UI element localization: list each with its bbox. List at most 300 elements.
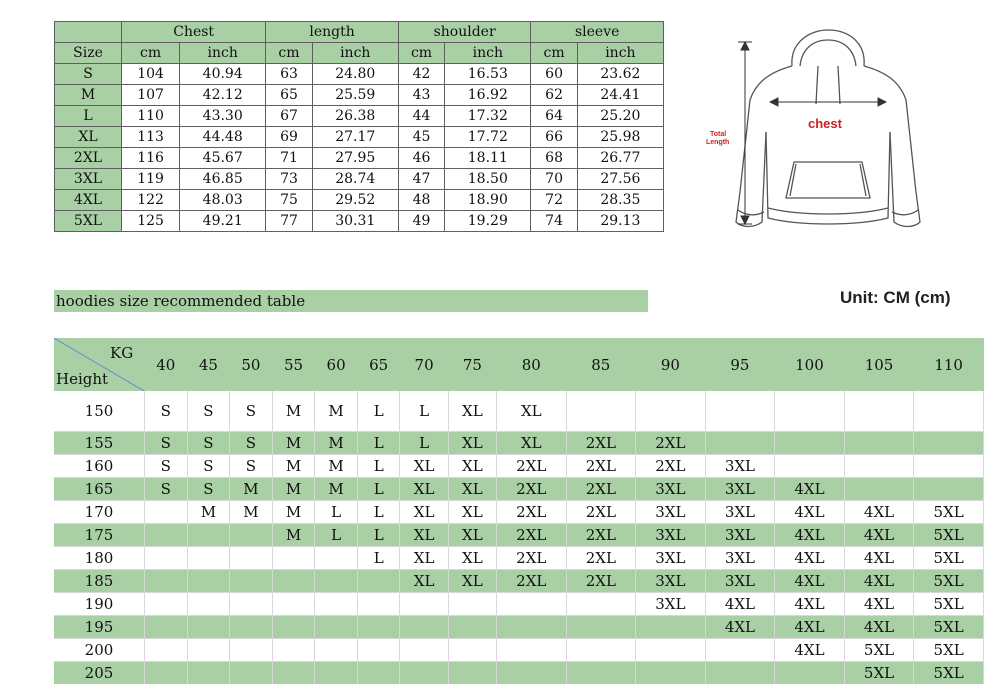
total-length-label-line1: Total — [710, 131, 727, 138]
unit-header: inch — [445, 43, 531, 64]
recommend-row — [54, 432, 984, 455]
recommended-size-cell: 3XL — [636, 570, 706, 593]
measurement-cell: 125 — [122, 211, 180, 232]
total-length-label-line2: Length — [706, 139, 730, 146]
recommended-size-cell — [566, 662, 636, 685]
recommended-size-cell: 3XL — [705, 524, 775, 547]
recommended-size-cell — [357, 639, 400, 662]
recommended-size-cell: M — [230, 478, 273, 501]
recommended-size-cell — [315, 593, 358, 616]
measurement-cell: 25.20 — [577, 106, 663, 127]
measurement-cell: 66 — [531, 127, 577, 148]
recommended-size-cell — [775, 432, 845, 455]
recommended-size-cell — [315, 547, 358, 570]
recommended-size-cell — [145, 501, 188, 524]
recommended-size-cell: 4XL — [775, 501, 845, 524]
sleeve-header: sleeve — [531, 22, 664, 43]
recommended-size-cell: M — [272, 432, 315, 455]
recommended-size-cell — [272, 616, 315, 639]
unit-header: inch — [577, 43, 663, 64]
measurement-cell: 27.17 — [312, 127, 398, 148]
size-chart-row — [55, 190, 664, 211]
height-cell: 165 — [54, 478, 145, 501]
recommended-size-cell: S — [187, 391, 230, 432]
recommended-size-cell: L — [357, 524, 400, 547]
recommended-size-cell — [636, 391, 706, 432]
recommended-size-cell — [448, 616, 496, 639]
weight-header-cell: 55 — [272, 338, 315, 391]
height-cell: 160 — [54, 455, 145, 478]
recommended-size-cell — [272, 662, 315, 685]
recommended-size-cell — [230, 547, 273, 570]
recommended-size-cell: L — [357, 455, 400, 478]
weight-header-cell: 40 — [145, 338, 188, 391]
measurement-cell: 110 — [122, 106, 180, 127]
measurement-cell: 45.67 — [180, 148, 266, 169]
height-cell: 170 — [54, 501, 145, 524]
recommended-size-cell: 4XL — [844, 570, 914, 593]
recommended-size-cell: 2XL — [566, 501, 636, 524]
recommended-size-cell: L — [357, 432, 400, 455]
recommended-size-cell — [497, 616, 567, 639]
recommend-row — [54, 570, 984, 593]
recommended-size-cell: XL — [400, 547, 448, 570]
recommended-size-cell: L — [357, 501, 400, 524]
weight-header-row — [54, 338, 984, 391]
recommended-size-cell — [272, 570, 315, 593]
recommended-size-cell: 3XL — [636, 478, 706, 501]
recommended-size-cell — [315, 662, 358, 685]
weight-header-cell: 65 — [357, 338, 400, 391]
recommended-size-cell: 2XL — [497, 501, 567, 524]
recommended-size-cell: M — [230, 501, 273, 524]
measurement-cell: 60 — [531, 64, 577, 85]
recommend-row — [54, 524, 984, 547]
size-chart-row — [55, 85, 664, 106]
height-cell: 185 — [54, 570, 145, 593]
recommended-size-cell: XL — [400, 570, 448, 593]
unit-label: Unit: CM (cm) — [840, 288, 951, 307]
recommended-size-cell: S — [187, 432, 230, 455]
recommended-size-cell — [448, 639, 496, 662]
recommended-size-cell: 2XL — [497, 570, 567, 593]
recommend-row — [54, 639, 984, 662]
size-label-cell: 4XL — [55, 190, 122, 211]
recommended-size-cell: S — [187, 455, 230, 478]
recommended-size-cell — [914, 391, 984, 432]
recommended-size-cell: 2XL — [566, 432, 636, 455]
measurement-cell: 24.41 — [577, 85, 663, 106]
recommended-size-cell — [145, 616, 188, 639]
recommend-size-table — [54, 338, 984, 684]
height-label: Height — [56, 370, 109, 388]
recommended-size-cell: 2XL — [566, 547, 636, 570]
measurement-cell: 29.52 — [312, 190, 398, 211]
recommended-size-cell — [844, 478, 914, 501]
recommended-size-cell: 2XL — [566, 455, 636, 478]
measurement-cell: 24.80 — [312, 64, 398, 85]
recommended-size-cell — [448, 662, 496, 685]
unit-header: cm — [398, 43, 444, 64]
recommended-size-cell: S — [145, 455, 188, 478]
recommended-size-cell — [636, 616, 706, 639]
recommended-size-cell — [272, 593, 315, 616]
recommended-size-cell: S — [145, 391, 188, 432]
weight-header-cell: 110 — [914, 338, 984, 391]
measurement-cell: 104 — [122, 64, 180, 85]
measurement-cell: 28.74 — [312, 169, 398, 190]
height-cell: 205 — [54, 662, 145, 685]
recommended-size-cell — [400, 593, 448, 616]
recommended-size-cell — [497, 639, 567, 662]
recommended-size-cell: 4XL — [844, 593, 914, 616]
measurement-cell: 42.12 — [180, 85, 266, 106]
recommended-size-cell — [497, 593, 567, 616]
recommended-size-cell: 5XL — [844, 662, 914, 685]
recommended-size-cell — [775, 455, 845, 478]
recommended-size-cell: 3XL — [705, 455, 775, 478]
measurement-cell: 48.03 — [180, 190, 266, 211]
recommended-size-cell: XL — [400, 524, 448, 547]
recommended-size-cell: M — [187, 501, 230, 524]
recommended-size-cell: 2XL — [566, 524, 636, 547]
recommended-size-cell — [844, 432, 914, 455]
recommended-size-cell: 4XL — [775, 547, 845, 570]
recommended-size-cell — [187, 524, 230, 547]
recommended-size-cell: XL — [448, 570, 496, 593]
recommend-row — [54, 501, 984, 524]
recommended-size-cell — [914, 432, 984, 455]
measurement-cell: 26.77 — [577, 148, 663, 169]
measurement-cell: 119 — [122, 169, 180, 190]
size-label-cell: S — [55, 64, 122, 85]
weight-header-cell: 45 — [187, 338, 230, 391]
recommended-size-cell — [230, 616, 273, 639]
recommended-size-cell — [400, 639, 448, 662]
recommended-size-cell — [230, 570, 273, 593]
measurement-cell: 40.94 — [180, 64, 266, 85]
measurement-cell: 44.48 — [180, 127, 266, 148]
recommended-size-cell: 5XL — [914, 639, 984, 662]
measurement-cell: 17.32 — [445, 106, 531, 127]
recommended-size-cell — [566, 616, 636, 639]
recommended-size-cell: XL — [448, 478, 496, 501]
recommended-size-cell: 2XL — [497, 478, 567, 501]
recommended-size-cell: 2XL — [497, 524, 567, 547]
recommended-size-cell: 4XL — [705, 593, 775, 616]
recommend-row — [54, 616, 984, 639]
recommended-size-cell: 4XL — [775, 524, 845, 547]
measurement-cell: 71 — [266, 148, 312, 169]
recommended-size-cell — [187, 639, 230, 662]
recommended-size-cell — [775, 391, 845, 432]
recommended-size-cell: XL — [448, 547, 496, 570]
recommended-size-cell — [187, 593, 230, 616]
recommended-size-cell: M — [272, 501, 315, 524]
unit-header: cm — [122, 43, 180, 64]
recommended-size-cell — [566, 593, 636, 616]
weight-header-cell: 100 — [775, 338, 845, 391]
recommended-size-cell — [914, 455, 984, 478]
recommended-size-cell: 2XL — [497, 455, 567, 478]
weight-header-cell: 105 — [844, 338, 914, 391]
recommend-row — [54, 455, 984, 478]
recommended-size-cell: 5XL — [914, 662, 984, 685]
shoulder-header: shoulder — [398, 22, 531, 43]
measurement-cell: 27.56 — [577, 169, 663, 190]
size-label-cell: M — [55, 85, 122, 106]
recommended-size-cell — [230, 524, 273, 547]
size-chart-row — [55, 127, 664, 148]
unit-header: cm — [266, 43, 312, 64]
measurement-cell: 64 — [531, 106, 577, 127]
recommended-size-cell — [145, 593, 188, 616]
recommended-size-cell: 4XL — [775, 593, 845, 616]
measurement-cell: 68 — [531, 148, 577, 169]
recommended-size-cell: 5XL — [844, 639, 914, 662]
height-cell: 190 — [54, 593, 145, 616]
measurement-cell: 48 — [398, 190, 444, 211]
measurement-cell: 25.59 — [312, 85, 398, 106]
recommended-size-cell: S — [187, 478, 230, 501]
measurement-cell: 113 — [122, 127, 180, 148]
size-label-cell: XL — [55, 127, 122, 148]
recommended-size-cell: 2XL — [636, 432, 706, 455]
recommended-size-cell: S — [145, 478, 188, 501]
recommended-size-cell: XL — [448, 432, 496, 455]
recommended-size-cell: XL — [400, 501, 448, 524]
recommended-size-cell: XL — [448, 455, 496, 478]
measurement-cell: 16.92 — [445, 85, 531, 106]
recommended-size-cell: M — [272, 524, 315, 547]
unit-header: cm — [531, 43, 577, 64]
recommended-size-cell: M — [272, 478, 315, 501]
recommended-size-cell — [400, 662, 448, 685]
recommended-size-cell: L — [315, 524, 358, 547]
weight-header-cell: 60 — [315, 338, 358, 391]
recommended-size-cell: 4XL — [775, 616, 845, 639]
measurement-cell: 75 — [266, 190, 312, 211]
recommended-size-cell — [566, 639, 636, 662]
recommended-size-cell — [400, 616, 448, 639]
size-label-cell: L — [55, 106, 122, 127]
recommended-size-cell: M — [315, 391, 358, 432]
recommended-size-cell — [705, 639, 775, 662]
recommended-size-cell — [230, 593, 273, 616]
measurement-cell: 116 — [122, 148, 180, 169]
recommended-size-cell: M — [272, 455, 315, 478]
size-chart-unit-header-row — [55, 43, 664, 64]
size-label-cell: 2XL — [55, 148, 122, 169]
measurement-cell: 49.21 — [180, 211, 266, 232]
recommended-size-cell: 3XL — [636, 593, 706, 616]
recommended-size-cell: 3XL — [636, 501, 706, 524]
recommended-size-cell: 5XL — [914, 593, 984, 616]
measurement-cell: 69 — [266, 127, 312, 148]
height-weight-corner — [54, 338, 145, 391]
recommended-size-cell: 2XL — [566, 570, 636, 593]
size-chart-table — [54, 21, 664, 232]
weight-header-cell: 90 — [636, 338, 706, 391]
recommended-size-cell — [187, 662, 230, 685]
size-label-cell: 3XL — [55, 169, 122, 190]
recommended-size-cell — [357, 662, 400, 685]
recommended-size-cell — [448, 593, 496, 616]
recommended-size-cell: 5XL — [914, 547, 984, 570]
recommended-size-cell — [357, 570, 400, 593]
recommended-size-cell: 5XL — [914, 524, 984, 547]
recommended-size-cell — [230, 639, 273, 662]
unit-header: inch — [312, 43, 398, 64]
recommended-size-cell — [705, 662, 775, 685]
measurement-cell: 42 — [398, 64, 444, 85]
measurement-cell: 29.13 — [577, 211, 663, 232]
recommended-size-cell: L — [315, 501, 358, 524]
measurement-cell: 19.29 — [445, 211, 531, 232]
recommended-size-cell — [497, 662, 567, 685]
recommended-size-cell: 5XL — [914, 501, 984, 524]
recommended-size-cell — [230, 662, 273, 685]
length-header: length — [266, 22, 399, 43]
measurement-cell: 47 — [398, 169, 444, 190]
measurement-cell: 17.72 — [445, 127, 531, 148]
measurement-cell: 63 — [266, 64, 312, 85]
recommended-size-cell — [636, 639, 706, 662]
recommended-size-cell: 3XL — [705, 501, 775, 524]
recommended-size-cell: L — [357, 547, 400, 570]
recommend-row — [54, 593, 984, 616]
size-chart-row — [55, 148, 664, 169]
measurement-cell: 28.35 — [577, 190, 663, 211]
height-cell: 195 — [54, 616, 145, 639]
recommended-size-cell: M — [315, 432, 358, 455]
height-cell: 180 — [54, 547, 145, 570]
height-cell: 150 — [54, 391, 145, 432]
size-chart-row — [55, 211, 664, 232]
measurement-cell: 18.11 — [445, 148, 531, 169]
recommended-size-cell: 5XL — [914, 616, 984, 639]
weight-header-cell: 75 — [448, 338, 496, 391]
measurement-cell: 77 — [266, 211, 312, 232]
height-cell: 155 — [54, 432, 145, 455]
recommended-size-cell: XL — [400, 455, 448, 478]
measurement-cell: 62 — [531, 85, 577, 106]
measurement-cell: 30.31 — [312, 211, 398, 232]
recommended-size-cell: 4XL — [705, 616, 775, 639]
measurement-cell: 43 — [398, 85, 444, 106]
measurement-cell: 65 — [266, 85, 312, 106]
recommended-size-cell: XL — [497, 391, 567, 432]
weight-header-cell: 80 — [497, 338, 567, 391]
recommended-size-cell — [145, 639, 188, 662]
recommended-size-cell — [914, 478, 984, 501]
recommend-row — [54, 478, 984, 501]
measurement-cell: 46 — [398, 148, 444, 169]
recommended-size-cell: M — [272, 391, 315, 432]
height-cell: 200 — [54, 639, 145, 662]
recommended-size-cell: XL — [497, 432, 567, 455]
recommended-size-cell — [187, 616, 230, 639]
measurement-cell: 26.38 — [312, 106, 398, 127]
recommend-row — [54, 547, 984, 570]
size-chart-row — [55, 64, 664, 85]
recommended-size-cell — [145, 524, 188, 547]
recommended-size-cell — [315, 570, 358, 593]
recommended-size-cell — [775, 662, 845, 685]
recommended-size-cell: S — [230, 432, 273, 455]
recommended-size-cell — [272, 547, 315, 570]
size-chart-corner-cell — [55, 22, 122, 43]
recommended-size-cell: 2XL — [566, 478, 636, 501]
recommended-size-cell — [315, 639, 358, 662]
kg-label: KG — [110, 344, 134, 362]
measurement-cell: 49 — [398, 211, 444, 232]
recommended-size-cell: 2XL — [497, 547, 567, 570]
recommended-size-cell: XL — [448, 501, 496, 524]
recommended-size-cell: L — [400, 432, 448, 455]
recommended-size-cell: S — [145, 432, 188, 455]
unit-header: inch — [180, 43, 266, 64]
recommended-size-cell: L — [357, 391, 400, 432]
recommended-size-cell: L — [400, 391, 448, 432]
size-chart-row — [55, 106, 664, 127]
measurement-cell: 44 — [398, 106, 444, 127]
recommended-size-cell: L — [357, 478, 400, 501]
recommended-size-cell — [145, 662, 188, 685]
recommended-size-cell — [357, 593, 400, 616]
recommended-size-cell — [145, 547, 188, 570]
recommended-size-cell: 2XL — [636, 455, 706, 478]
recommended-size-cell: 3XL — [636, 524, 706, 547]
weight-header-cell: 70 — [400, 338, 448, 391]
recommended-size-cell: 3XL — [705, 478, 775, 501]
recommended-size-cell — [272, 639, 315, 662]
weight-header-cell: 85 — [566, 338, 636, 391]
chest-label: chest — [808, 116, 842, 131]
recommended-size-cell — [636, 662, 706, 685]
measurement-cell: 70 — [531, 169, 577, 190]
recommended-size-cell: S — [230, 455, 273, 478]
measurement-cell: 67 — [266, 106, 312, 127]
measurement-cell: 27.95 — [312, 148, 398, 169]
hoodie-measurement-illustration — [700, 22, 972, 242]
recommended-size-cell: 4XL — [844, 501, 914, 524]
recommended-size-cell — [145, 570, 188, 593]
weight-header-cell: 50 — [230, 338, 273, 391]
size-column-header: Size — [55, 43, 122, 64]
recommended-size-cell: XL — [448, 524, 496, 547]
recommended-size-cell: 4XL — [775, 639, 845, 662]
measurement-cell: 122 — [122, 190, 180, 211]
measurement-cell: 107 — [122, 85, 180, 106]
recommended-size-cell — [705, 391, 775, 432]
recommend-table-title: hoodies size recommended table — [54, 290, 648, 312]
recommend-row — [54, 391, 984, 432]
recommended-size-cell — [315, 616, 358, 639]
chest-header: Chest — [122, 22, 266, 43]
measurement-cell: 46.85 — [180, 169, 266, 190]
recommended-size-cell: XL — [400, 478, 448, 501]
measurement-cell: 43.30 — [180, 106, 266, 127]
measurement-cell: 45 — [398, 127, 444, 148]
recommended-size-cell — [705, 432, 775, 455]
measurement-cell: 74 — [531, 211, 577, 232]
recommended-size-cell: 3XL — [705, 570, 775, 593]
recommended-size-cell — [844, 391, 914, 432]
recommended-size-cell: M — [315, 455, 358, 478]
recommended-size-cell: 4XL — [844, 524, 914, 547]
measurement-cell: 25.98 — [577, 127, 663, 148]
